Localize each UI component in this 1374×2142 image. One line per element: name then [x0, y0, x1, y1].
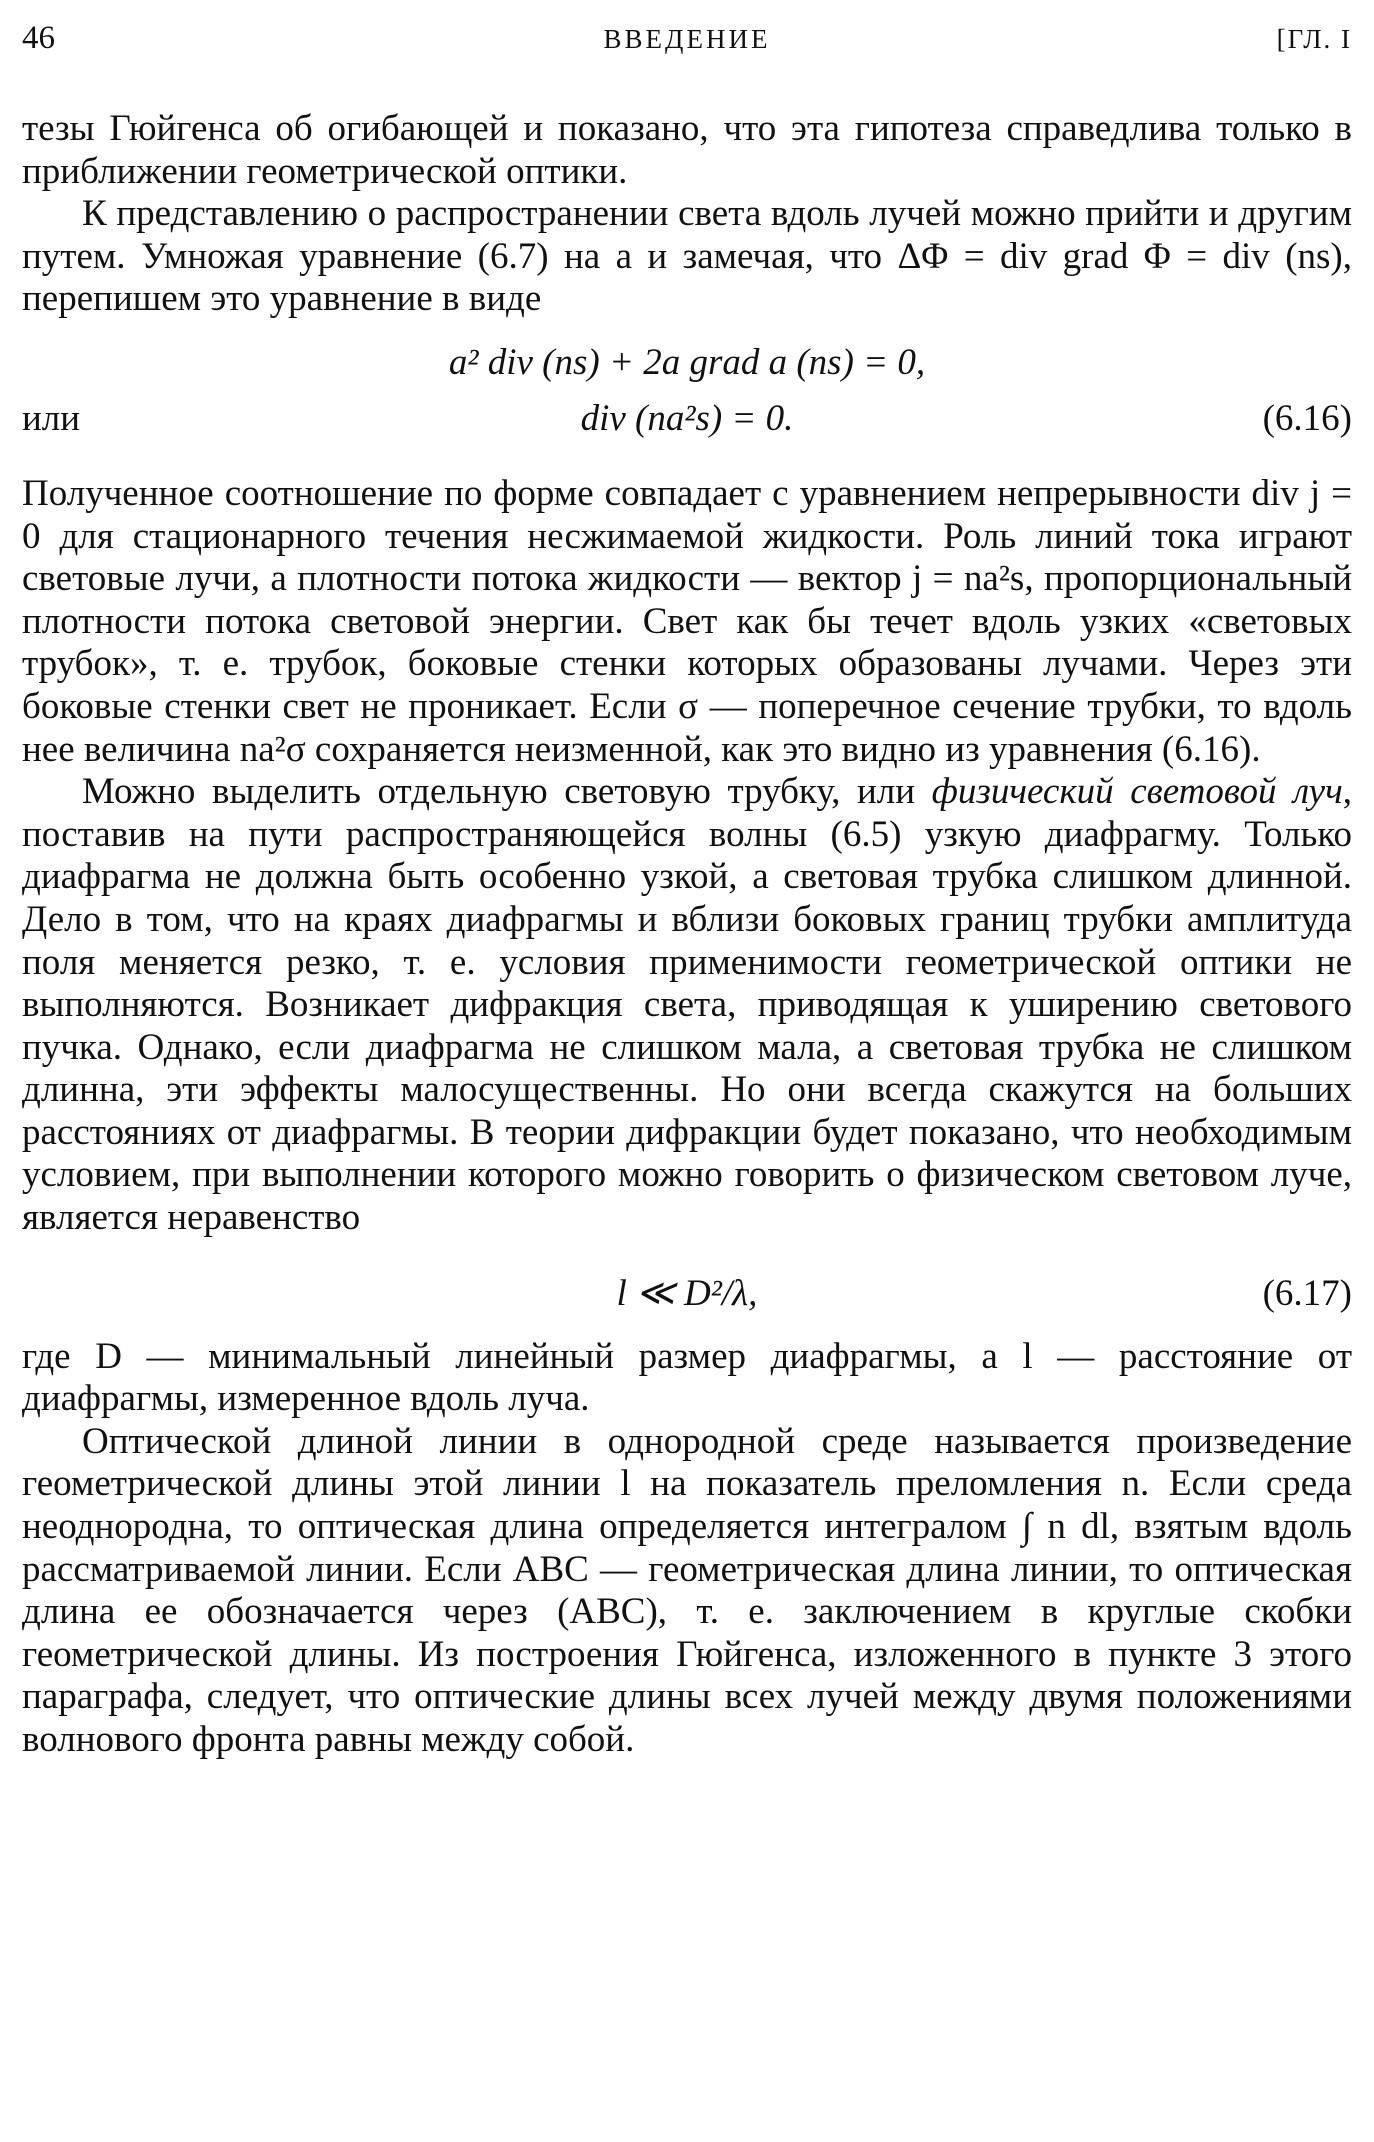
paragraph-4 [22, 771, 1352, 1240]
paragraph-5: где D — минимальный линейный размер диафрагмы, а l — расстояние от диафрагмы, измеренное вдоль луча. [22, 1335, 1352, 1420]
paragraph-3 [22, 473, 1352, 771]
paragraph-6: Оптической длиной линии в однородной среде называется произведение геометрической длины этой линии l на показатель преломления n. Если среда неоднородна, то оптическая длина определяется интегралом ∫ n dl, взятым вдоль рассматриваемой линии. Если ABC — геометрическая длина линии, то оптическая длина ее обозначается через (ABC), т. е. заключением в круглые скобки геометрической длины. Из построения Гюйгенса, изложенного в пункте 3 этого параграфа, следует, что оптические длины всех лучей между двумя положениями волнового фронта равны между собой. [22, 1420, 1352, 1760]
chapter-label: [ГЛ. I [1276, 24, 1352, 54]
equation-number-6-16: (6.16) [1262, 397, 1352, 439]
equation-6-17-text: l ≪ D²/λ, [616, 1272, 758, 1314]
paragraph-4-end: , поставив на пути распространяющейся волны (6.5) узкую диафрагму. Только диафрагма не должна быть особенно узкой, а световая трубка слишком длинной. Дело в том, что на краях диафрагмы и вблизи боковых границ трубки амплитуда поля меняется резко, т. е. условия применимости геометрической оптики не выполняются. Возникает дифракция света, приводящая к уширению светового пучка. Однако, если диафрагма не слишком мала, а световая трубка не слишком длинна, эти эффекты малосущественны. Но они всегда скажутся на больших расстояниях от диафрагмы. В теории дифракции будет показано, что необходимым условием, при выполнении которого можно говорить о физическом световом луче, является неравенство [22, 771, 1352, 1239]
equation-1 [22, 335, 1352, 391]
equation-1-text: a² div (ns) + 2a grad a (ns) = 0, [448, 341, 926, 383]
equation-6-16 [22, 391, 1352, 447]
connector-word: или [22, 397, 81, 439]
equation-number-6-17: (6.17) [1262, 1272, 1352, 1314]
paragraph-1: тезы Гюйгенса об огибающей и показано, что эта гипотеза справедлива только в приближении геометрической оптики. [22, 108, 1352, 192]
term-physical-ray: физический световой луч [931, 771, 1343, 813]
paragraph-4-start: Можно выделить отдельную световую трубку, или [82, 771, 916, 813]
page-body [22, 108, 1352, 1762]
page-header [22, 20, 1352, 70]
running-title: ВВЕДЕНИЕ [603, 24, 771, 54]
paragraph-3-text: Полученное соотношение по форме совпадает с уравнением непрерывности div j = 0 для стационарного течения несжимаемой жидкости. Роль линий тока играют световые лучи, а плотности потока жидкости — вектор j = na²s, пропорциональный плотности потока световой энергии. Свет как бы течет вдоль узких «световых трубок», т. е. трубок, боковые стенки которых образованы лучами. Через эти боковые стенки свет не проникает. Если σ — поперечное сечение трубки, то вдоль нее величина na²σ сохраняется неизменной, как это видно из уравнения (6.16). [22, 472, 1352, 770]
page-number: 46 [22, 20, 55, 56]
paragraph-2: К представлению о распространении света вдоль лучей можно прийти и другим путем. Умножая уравнение (6.7) на a и замечая, что ΔΦ = div grad Φ = div (ns), перепишем это уравнение в виде [22, 193, 1352, 320]
equation-6-16-text: div (na²s) = 0. [580, 397, 794, 439]
equation-6-17 [22, 1266, 1352, 1322]
